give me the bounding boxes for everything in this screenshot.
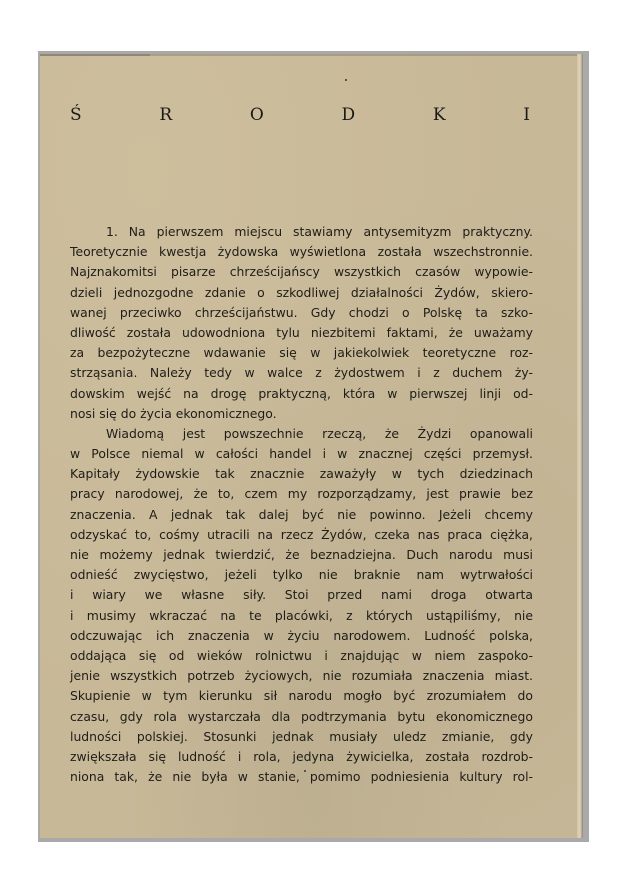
text-line: Kapitały żydowskie tak znacznie zaważyły w tych dziedzinach — [70, 466, 533, 482]
text-line: niona tak, że nie była w stanie, pomimo podniesienia kultury rol- — [70, 769, 533, 785]
text-line: ludności polskiej. Stosunki jednak musiały uledz zmianie, gdy — [70, 728, 533, 744]
text-line: wanej przeciwko chrześcijaństwu. Gdy chodzi o Polskę ta szko- — [70, 304, 533, 320]
text-line: pracy narodowej, że to, czem my rozporządzamy, jest prawie bez — [70, 486, 533, 502]
text-line: i musimy wkraczać na te placówki, z których ustąpiliśmy, nie — [70, 607, 533, 623]
text-line: odzyskać to, cośmy utracili na rzecz Żydów, czeka nas praca ciężka, — [70, 526, 533, 542]
text-line: 1. Na pierwszem miejscu stawiamy antysemityzm praktyczny. — [106, 224, 533, 239]
body-text — [70, 222, 533, 787]
text-line: oddająca się od wieków rolnictwu i znajdując w niem zaspoko- — [70, 647, 533, 663]
text-line: znaczenia. A jednak tak dalej być nie powinno. Jeżeli chcemy — [70, 506, 533, 522]
text-line: nie możemy jednak twierdzić, że beznadziejna. Duch narodu musi — [70, 547, 533, 562]
text-line: dzieli jednozgodne zdanie o szkodliwej działalności Żydów, skiero- — [70, 284, 533, 300]
text-line: za bezpożyteczne wdawanie się w jakiekolwiek teoretyczne roz- — [70, 345, 533, 361]
paper-speck — [345, 79, 347, 81]
title-letter: I — [523, 105, 530, 125]
text-line: jenie wszystkich potrzeb życiowych, nie rozumiała znaczenia miast. — [70, 668, 533, 684]
title-letter: R — [159, 105, 173, 125]
text-line: odnieść zwycięstwo, jeżeli tylko nie braknie nam wytrwałości — [70, 567, 533, 583]
text-line: dliwość została udowodniona tylu niezbitemi faktami, że uważamy — [70, 324, 533, 340]
text-line: Wiadomą jest powszechnie rzeczą, że Żydzi opanowali — [106, 425, 533, 441]
text-line: Teoretycznie kwestja żydowska wyświetlona została wszechstronnie. — [70, 244, 533, 260]
text-line: nosi się do życia ekonomicznego. — [70, 405, 277, 421]
paragraph-1 — [70, 222, 533, 424]
page-title — [70, 105, 530, 125]
text-line: strząsania. Należy tedy w walce z żydostwem i z duchem ży- — [70, 365, 533, 381]
text-line: i wiary we własne siły. Stoi przed nami droga otwarta — [70, 587, 533, 603]
page-right-edge — [577, 54, 583, 838]
text-line: odczuwając ich znaczenia w życiu narodowem. Ludność polska, — [70, 627, 533, 643]
text-line: w Polsce niemal w całości handel i w znacznej części przemysł. — [70, 446, 533, 462]
title-letter: O — [249, 105, 264, 125]
title-letter: Ś — [70, 105, 82, 125]
text-line: zwiększała się ludność i rola, jedyna żywicielka, została rozdrob- — [70, 748, 533, 764]
paragraph-2 — [70, 424, 533, 787]
title-letter: D — [341, 105, 356, 125]
text-line: dowskim wejść na drogę praktyczną, która w pierwszej linji od- — [70, 385, 533, 401]
text-line: Najznakomitsi pisarze chrześcijańscy wszystkich czasów wypowie- — [70, 264, 533, 280]
title-letter: K — [432, 105, 446, 125]
page-top-edge — [40, 54, 150, 56]
text-line: czasu, gdy rola wystarczała dla podtrzymania bytu ekonomicznego — [70, 708, 533, 724]
text-line: Skupienie w tym kierunku sił narodu mogło być zrozumiałem do — [70, 688, 533, 704]
